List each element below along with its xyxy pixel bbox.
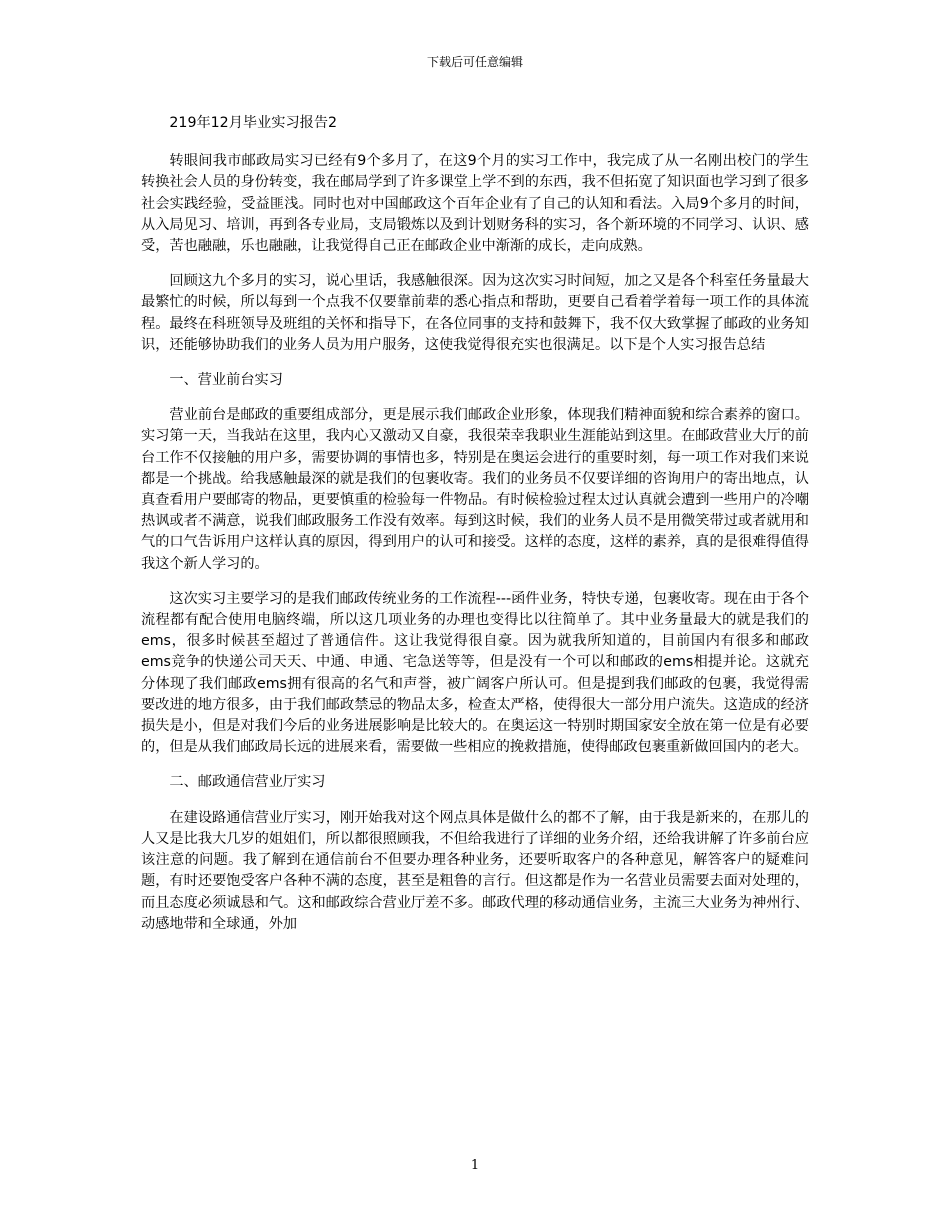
document-title: 219年12月毕业实习报告2 <box>169 115 338 131</box>
paragraph-telecom-hall: 在建设路通信营业厅实习，刚开始我对这个网点具体是做什么的都不了解，由于我是新来的，在那儿的人又是比我大几岁的姐姐们，所以都很照顾我，不但给我进行了详细的业务介绍，还给我讲解了许多前台应该注意的问题。我了解到在通信前台不但要办理各种业务，还要听取客户的各种意见，解答客户的疑难问题，有时还要饱受客户各种不满的态度，甚至是粗鲁的言行。但这都是作为一名营业员需要去面对处理的，而且态度必须诚恳和气。这和邮政综合营业厅差不多。邮政代理的移动通信业务，主流三大业务为神州行、动感地带和全球通，外加 <box>141 809 809 932</box>
paragraph-intro: 转眼间我市邮政局实习已经有9个多月了，在这9个月的实习工作中，我完成了从一名刚出校门的学生转换社会人员的身份转变，我在邮局学到了许多课堂上学不到的东西，我不但拓宽了知识面也学习到了很多社会实践经验，受益匪浅。同时也对中国邮政这个百年企业有了自己的认知和看法。入局9个多月的时间，从入局见习、培训，再到各专业局，支局锻炼以及到计划财务科的实习，各个新环境的不同学习、认识、感受，苦也融融，乐也融融，让我觉得自己正在邮政企业中渐渐的成长，走向成熟。 <box>141 153 809 255</box>
page-header-note: 下载后可任意编辑 <box>426 55 523 69</box>
section-heading-front-desk: 一、营业前台实习 <box>169 372 283 389</box>
section-heading-telecom-hall: 二、邮政通信营业厅实习 <box>169 774 326 791</box>
paragraph-review: 回顾这九个多月的实习，说心里话，我感触很深。因为这次实习时间短，加之又是各个科室任务量最大最繁忙的时候，所以每到一个点我不仅要靠前辈的悉心指点和帮助，更要自己看着学着每一项工作的具体流程。最终在科班领导及班组的关怀和指导下，在各位同事的支持和鼓舞下，我不仅大致掌握了邮政的业务知识，还能够协助我们的业务人员为用户服务，这使我觉得很充实也很满足。以下是个人实习报告总结 <box>141 273 809 353</box>
page-number: 1 <box>470 1158 480 1173</box>
paragraph-traditional-business: 这次实习主要学习的是我们邮政传统业务的工作流程---函件业务，特快专递，包裹收寄。现在由于各个流程都有配合使用电脑终端，所以这几项业务的办理也变得比以往简单了。其中业务量最大的就是我们的ems，很多时候甚至超过了普通信件。这让我觉得很自豪。因为就我所知道的，目前国内有很多和邮政ems竞争的快递公司天天、中通、申通、宅急送等等，但是没有一个可以和邮政的ems相提并论。这就充分体现了我们邮政ems拥有很高的名气和声誉，被广阔客户所认可。但是提到我们邮政的包裹，我觉得需要改进的地方很多，由于我们邮政禁忌的物品太多，检查太严格，使得很大一部分用户流失。这造成的经济损失是小，但是对我们今后的业务进展影响是比较大的。在奥运这一特别时期国家安全放在第一位是有必要的，但是从我们邮政局长远的进展来看，需要做一些相应的挽救措施，使得邮政包裹重新做回国内的老大。 <box>141 590 810 756</box>
paragraph-front-desk: 营业前台是邮政的重要组成部分，更是展示我们邮政企业形象，体现我们精神面貌和综合素养的窗口。实习第一天，当我站在这里，我内心又激动又自豪，我很荣幸我职业生涯能站到这里。在邮政营业大厅的前台工作不仅接触的用户多，需要协调的事情也多，特别是在奥运会进行的重要时刻，每一项工作对我们来说都是一个挑战。给我感触最深的就是我们的包裹收寄。我们的业务员不仅要详细的咨询用户的寄出地点，认真查看用户要邮寄的物品，更要慎重的检验每一件物品。有时候检验过程太过认真就会遭到一些用户的冷嘲热讽或者不满意，说我们邮政服务工作没有效率。每到这时候，我们的业务人员不是用微笑带过或者就用和气的口气告诉用户这样认真的原因，得到用户的认可和接受。这样的态度，这样的素养，真的是很难得值得我这个新人学习的。 <box>141 407 809 572</box>
document-body <box>141 113 809 949</box>
